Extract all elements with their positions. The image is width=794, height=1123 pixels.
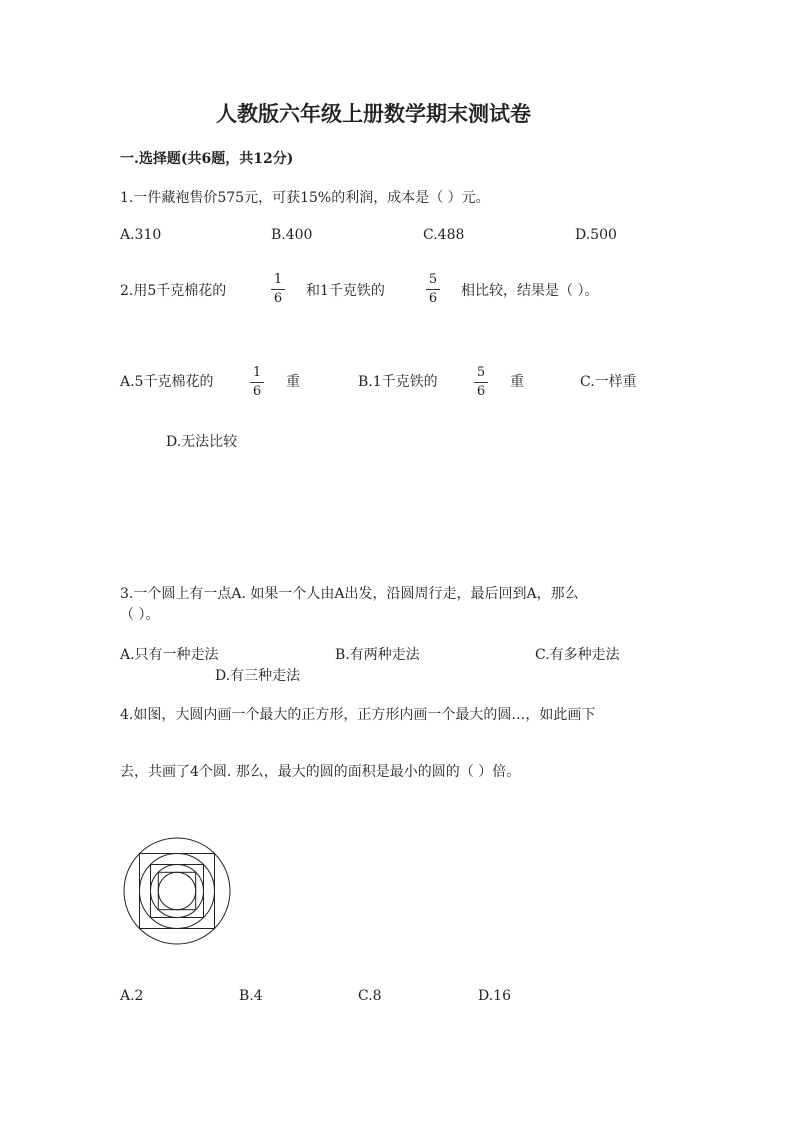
q4-option-b[interactable]: B.4	[239, 988, 263, 1004]
q2-option-b-tail: 重	[510, 374, 524, 390]
fraction-bar	[250, 382, 264, 383]
fraction-numerator: 1	[252, 365, 262, 380]
question-4-stem-line2: 去，共画了4个圆. 那么，最大的圆的面积是最小的圆的（ ）倍。	[120, 764, 521, 780]
page-title: 人教版六年级上册数学期末测试卷	[216, 101, 531, 126]
q2-option-d[interactable]: D.无法比较	[166, 434, 238, 450]
circle-4-smallest	[158, 872, 195, 909]
nested-circles-squares-figure	[121, 835, 233, 947]
question-3-stem-line2: （ ）。	[120, 607, 160, 623]
q4-option-c[interactable]: C.8	[358, 988, 382, 1004]
question-2-stem-part3: 相比较，结果是（ ）。	[461, 283, 599, 299]
q2-option-a-fraction	[249, 366, 265, 399]
fraction-bar	[271, 289, 285, 290]
question-2-stem-part2: 和1千克铁的	[306, 283, 385, 299]
question-1-stem: 1.一件藏袍售价575元，可获15%的利润，成本是（ ）元。	[120, 190, 490, 206]
q3-option-a[interactable]: A.只有一种走法	[120, 647, 219, 663]
q2-fraction-five-sixths	[425, 273, 441, 306]
q3-option-c[interactable]: C.有多种走法	[535, 647, 620, 663]
q2-fraction-one-sixth	[270, 273, 286, 306]
q1-option-d[interactable]: D.500	[575, 227, 617, 243]
q4-option-d[interactable]: D.16	[478, 988, 511, 1004]
fraction-denominator: 6	[428, 291, 438, 306]
q3-option-d[interactable]: D.有三种走法	[215, 668, 301, 684]
q2-option-c[interactable]: C.一样重	[580, 374, 637, 390]
fraction-bar	[474, 382, 488, 383]
q2-option-a[interactable]: A.5千克棉花的	[120, 374, 214, 390]
fraction-bar	[426, 289, 440, 290]
question-3-stem-line1: 3.一个圆上有一点A. 如果一个人由A出发，沿圆周行走，最后回到A，那么	[120, 586, 579, 602]
q4-option-a[interactable]: A.2	[120, 988, 144, 1004]
q2-option-a-tail: 重	[286, 374, 300, 390]
question-2-stem-part1: 2.用5千克棉花的	[120, 283, 227, 299]
q1-option-b[interactable]: B.400	[271, 227, 313, 243]
q3-option-b[interactable]: B.有两种走法	[335, 647, 420, 663]
q2-option-b[interactable]: B.1千克铁的	[358, 374, 438, 390]
fraction-denominator: 6	[476, 384, 486, 399]
question-4-stem-line1: 4.如图，大圆内画一个最大的正方形，正方形内画一个最大的圆…，如此画下	[120, 707, 596, 723]
fraction-numerator: 5	[476, 365, 486, 380]
fraction-numerator: 5	[428, 272, 438, 287]
fraction-denominator: 6	[273, 291, 283, 306]
q2-option-b-fraction	[473, 366, 489, 399]
q1-option-a[interactable]: A.310	[120, 227, 162, 243]
q1-option-c[interactable]: C.488	[423, 227, 465, 243]
fraction-numerator: 1	[273, 272, 283, 287]
section-heading: 一.选择题(共6题，共12分)	[120, 151, 294, 167]
fraction-denominator: 6	[252, 384, 262, 399]
